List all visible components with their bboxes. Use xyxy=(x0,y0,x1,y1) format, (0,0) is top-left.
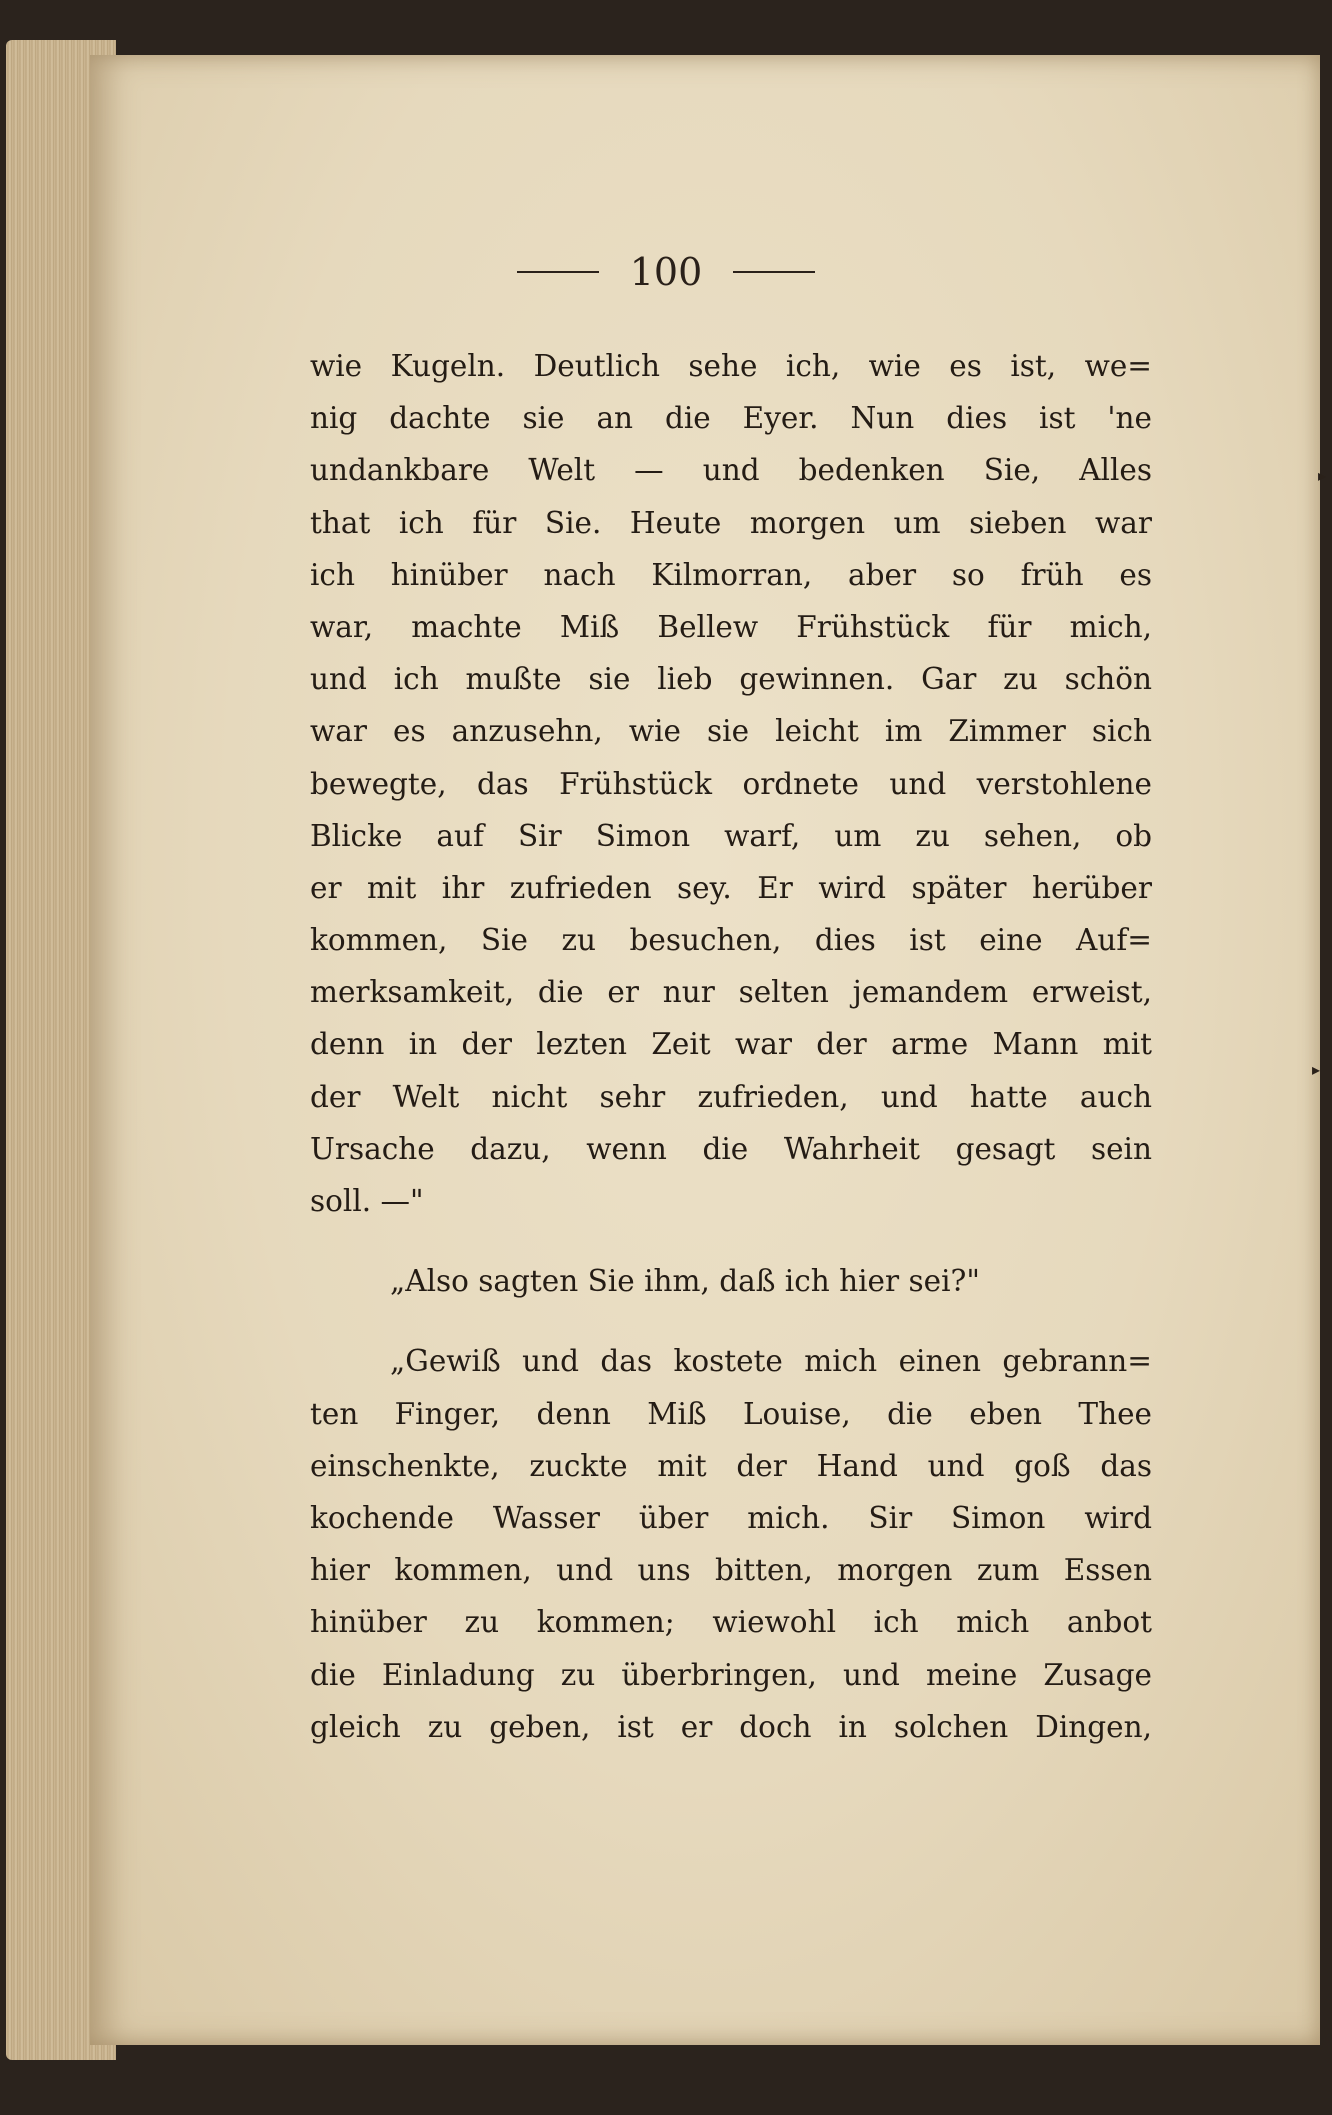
text-line: denn in der lezten Zeit war der arme Mann mit xyxy=(310,1027,1152,1062)
text-line: wie Kugeln. Deutlich sehe ich, wie es ist, we= xyxy=(310,349,1152,383)
text-line: war es anzusehn, wie sie leicht im Zimmer sich xyxy=(310,714,1152,749)
text-line: war, machte Miß Bellew Frühstück für mich, xyxy=(310,609,1152,644)
text-line: soll. —" xyxy=(310,1184,424,1218)
text-line: ten Finger, denn Miß Louise, die eben Thee xyxy=(310,1396,1152,1431)
paragraph xyxy=(310,340,1152,1227)
paragraph xyxy=(310,1335,1152,1753)
text-line: undankbare Welt — und bedenken Sie, Alles xyxy=(310,453,1152,488)
header-rule-right xyxy=(733,271,815,273)
paragraph-gap xyxy=(310,1227,1152,1255)
text-line: kommen, Sie zu besuchen, dies ist eine Auf= xyxy=(310,923,1152,958)
paragraph-gap xyxy=(310,1307,1152,1335)
paragraph xyxy=(310,1255,1152,1307)
text-line: der Welt nicht sehr zufrieden, und hatte auch xyxy=(310,1079,1152,1114)
text-line: einschenkte, zuckte mit der Hand und goß das xyxy=(310,1448,1152,1483)
text-line: gleich zu geben, ist er doch in solchen Dingen, xyxy=(310,1709,1152,1744)
text-line: that ich für Sie. Heute morgen um sieben war xyxy=(310,505,1152,540)
text-line: „Also sagten Sie ihm, daß ich hier sei?" xyxy=(390,1264,980,1299)
text-line: bewegte, das Frühstück ordnete und verstohlene xyxy=(310,766,1152,801)
text-line: merksamkeit, die er nur selten jemandem erweist, xyxy=(310,975,1152,1010)
text-line: er mit ihr zufrieden sey. Er wird später herüber xyxy=(310,870,1152,905)
page-number: 100 xyxy=(629,250,703,294)
text-line: Blicke auf Sir Simon warf, um zu sehen, ob xyxy=(310,818,1152,853)
page-header xyxy=(0,250,1332,294)
text-line: kochende Wasser über mich. Sir Simon wird xyxy=(310,1500,1152,1535)
text-line: Ursache dazu, wenn die Wahrheit gesagt sein xyxy=(310,1131,1152,1166)
text-line: nig dachte sie an die Eyer. Nun dies ist 'ne xyxy=(310,401,1152,436)
text-line: ich hinüber nach Kilmorran, aber so früh es xyxy=(310,557,1152,592)
text-line: die Einladung zu überbringen, und meine Zusage xyxy=(310,1657,1152,1692)
text-line: „Gewiß und das kostete mich einen gebrann= xyxy=(390,1344,1152,1379)
text-line: hier kommen, und uns bitten, morgen zum Essen xyxy=(310,1553,1152,1588)
header-rule-left xyxy=(517,271,599,273)
margin-mark-icon: ▸ xyxy=(1312,1060,1321,1079)
text-line: und ich mußte sie lieb gewinnen. Gar zu schön xyxy=(310,662,1152,697)
margin-mark-icon: ▸ xyxy=(1318,466,1327,485)
body-text xyxy=(310,340,1152,1753)
text-line: hinüber zu kommen; wiewohl ich mich anbot xyxy=(310,1605,1152,1640)
